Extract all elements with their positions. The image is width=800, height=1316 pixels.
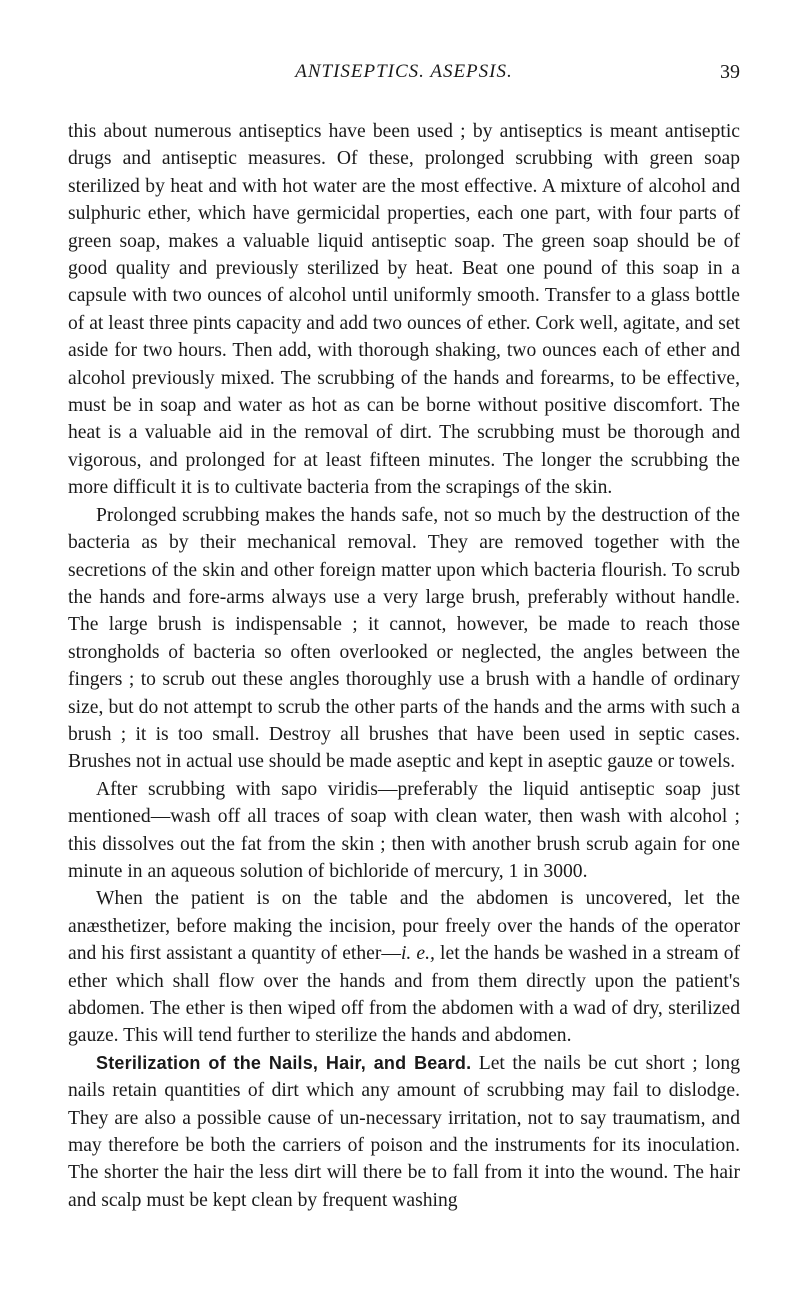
ether-wash-text-start: When the patient is on the table and the abdomen is uncovered, let the anæsthetizer, before making the incision, pour freely over the hands of the operator and his first assistant a quantity of ether— [68, 888, 740, 965]
running-head [68, 58, 740, 86]
ether-wash-abbreviation: i. e., [400, 943, 435, 965]
body-text [68, 118, 740, 1214]
paragraph-antiseptic-soap: this about numerous antiseptics have been used ; by antiseptics is meant antiseptic drugs and antiseptic measures. Of these, prolonged scrubbing with green soap sterilized by heat and with hot water are the most effective. A mixture of alcohol and sulphuric ether, which have germicidal properties, each one part, with four parts of green soap, makes a valuable liquid antiseptic soap. The green soap should be of good quality and previously sterilized by heat. Beat one pound of this soap in a capsule with two ounces of alcohol until uniformly smooth. Transfer to a glass bottle of at least three pints capacity and add two ounces of ether. Cork well, agitate, and set aside for two hours. Then add, with thorough shaking, two ounces each of ether and alcohol previously mixed. The scrubbing of the hands and forearms, to be effective, must be in soap and water as hot as can be borne without positive discomfort. The heat is a valuable aid in the removal of dirt. The scrubbing must be thorough and vigorous, and prolonged for at least fifteen minutes. The longer the scrubbing the more difficult it is to cultivate bacteria from the scrapings of the skin. [68, 121, 740, 499]
paragraph-prolonged-scrubbing: Prolonged scrubbing makes the hands safe, not so much by the destruction of the bacteria as by their mechanical removal. They are removed together with the secretions of the skin and other foreign matter upon which bacteria flourish. To scrub the hands and fore-arms always use a very large brush, preferably without handle. The large brush is indispensable ; it cannot, however, be made to reach those strongholds of bacteria so often overlooked or neglected, the angles between the fingers ; to scrub out these angles thoroughly use a brush with a handle of ordinary size, but do not attempt to scrub the other parts of the hands and the arms with such a brush ; it is too small. Destroy all brushes that have been used in septic cases. Brushes not in actual use should be made aseptic and kept in aseptic gauze or towels. [68, 504, 740, 773]
paragraph-nails-hair-beard [68, 1050, 740, 1214]
nails-hair-beard-text: Let the nails be cut short ; long nails retain quantities of dirt which any amount of scrubbing may fail to dislodge. They are also a possible cause of un-necessary irritation, not to say traumatism, and may therefore be both the carriers of poison and the instruments for its inoculation. The shorter the hair the less dirt will there be to fall from it into the wound. The hair and scalp must be kept clean by frequent washing [68, 1052, 740, 1211]
paragraph-ether-wash [68, 885, 740, 1049]
ether-wash-text-end: let the hands be washed in a stream of ether which shall flow over the hands and from them directly upon the patient's abdomen. The ether is then wiped off from the abdomen with a wad of dry, sterilized gauze. This will tend further to sterilize the hands and abdomen. [68, 943, 741, 1047]
paragraph-after-scrubbing: After scrubbing with sapo viridis—preferably the liquid antiseptic soap just mentioned—wash off all traces of soap with clean water, then wash with alcohol ; this dissolves out the fat from the skin ; then with another brush scrub again for one minute in an aqueous solution of bichloride of mercury, 1 in 3000. [68, 778, 740, 882]
section-sidehead: Sterilization of the Nails, Hair, and Beard. [96, 1052, 472, 1073]
running-title: ANTISEPTICS. ASEPSIS. [295, 61, 513, 82]
page-number: 39 [720, 61, 740, 83]
